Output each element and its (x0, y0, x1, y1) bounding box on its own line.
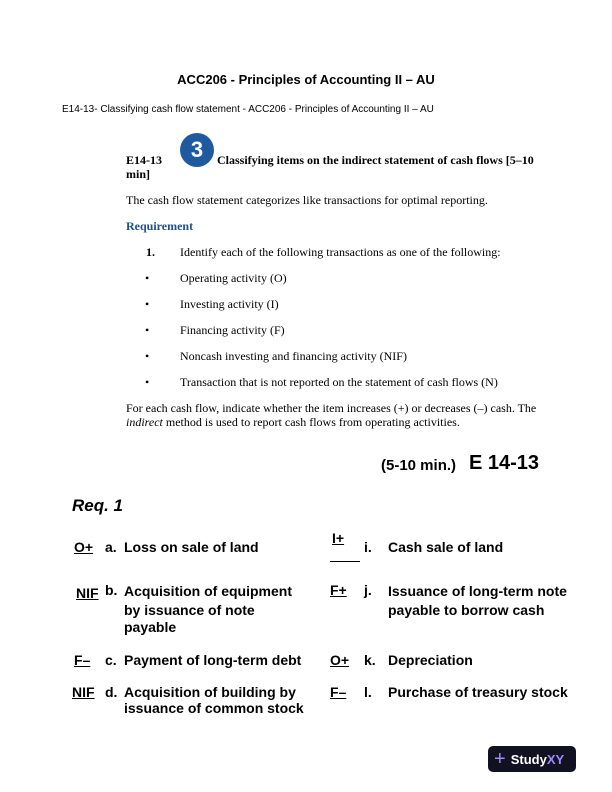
studyxy-logo[interactable] (488, 746, 576, 772)
answer-b: NIF (76, 585, 99, 601)
answer-j: F+ (330, 582, 347, 598)
bullet-text: Investing activity (I) (180, 297, 279, 311)
intro-text: The cash flow statement categorizes like transactions for optimal reporting. (126, 193, 488, 207)
answer-a: O+ (74, 539, 94, 555)
closing-emphasis: indirect (126, 415, 163, 429)
closing-text-2 (126, 415, 460, 430)
item-letter: c. (105, 652, 117, 668)
exercise-heading: Classifying items on the indirect statement of cash flows [5–10 (217, 153, 534, 167)
item-letter: i. (364, 539, 372, 555)
answer-line (330, 561, 360, 562)
item-letter: j. (364, 582, 372, 598)
page-subtitle: E14-13- Classifying cash flow statement - ACC206 - Principles of Accounting II – AU (62, 104, 434, 115)
item-text: Issuance of long-term note payable to borrow cash (388, 583, 567, 618)
item-text: Acquisition of equipment by issuance of note payable (124, 583, 292, 635)
bullet: • (145, 375, 150, 389)
exercise-code: E14-13 (126, 153, 162, 167)
bullet-text: Transaction that is not reported on the statement of cash flows (N) (180, 375, 498, 389)
solution-time: (5-10 min.) (381, 457, 457, 474)
difficulty-badge: 3 (180, 133, 214, 167)
brand-name: StudyXY (510, 751, 565, 767)
exercise-heading-cont: min] (126, 167, 150, 181)
bullet: • (145, 323, 150, 337)
page-title: ACC206 - Principles of Accounting II – AU (177, 72, 435, 87)
item-letter: l. (364, 684, 372, 700)
bullet: • (145, 297, 150, 311)
answer-i: I+ (332, 530, 345, 546)
requirement-label: Requirement (126, 219, 194, 233)
item-letter: b. (105, 582, 118, 598)
req-heading: Req. 1 (72, 496, 124, 515)
item-text: Purchase of treasury stock (388, 684, 568, 700)
req-text: Identify each of the following transactions as one of the following: (180, 245, 501, 259)
item-text: Acquisition of building by issuance of common stock (124, 684, 304, 716)
bullet-text: Operating activity (O) (180, 271, 287, 285)
bullet-text: Noncash investing and financing activity (NIF) (180, 349, 407, 363)
item-text: Loss on sale of land (124, 539, 259, 555)
answer-c: F– (74, 652, 91, 668)
item-letter: d. (105, 684, 118, 700)
bullet: • (145, 271, 150, 285)
plus-icon: + (494, 748, 506, 770)
answer-l: F– (330, 684, 347, 700)
item-text: Cash sale of land (388, 539, 504, 555)
solution-code: E 14-13 (469, 452, 540, 474)
answer-d: NIF (72, 684, 95, 700)
item-text: Payment of long-term debt (124, 652, 302, 668)
item-letter: k. (364, 652, 376, 668)
item-text: Depreciation (388, 652, 473, 668)
req-number: 1. (146, 245, 155, 259)
bullet-text: Financing activity (F) (180, 323, 285, 337)
bullet: • (145, 349, 150, 363)
item-letter: a. (105, 539, 117, 555)
closing-rest: method is used to report cash flows from operating activities. (162, 415, 460, 429)
answer-k: O+ (330, 652, 350, 668)
closing-text-1: For each cash flow, indicate whether the item increases (+) or decreases (–) cash. The (126, 401, 537, 415)
